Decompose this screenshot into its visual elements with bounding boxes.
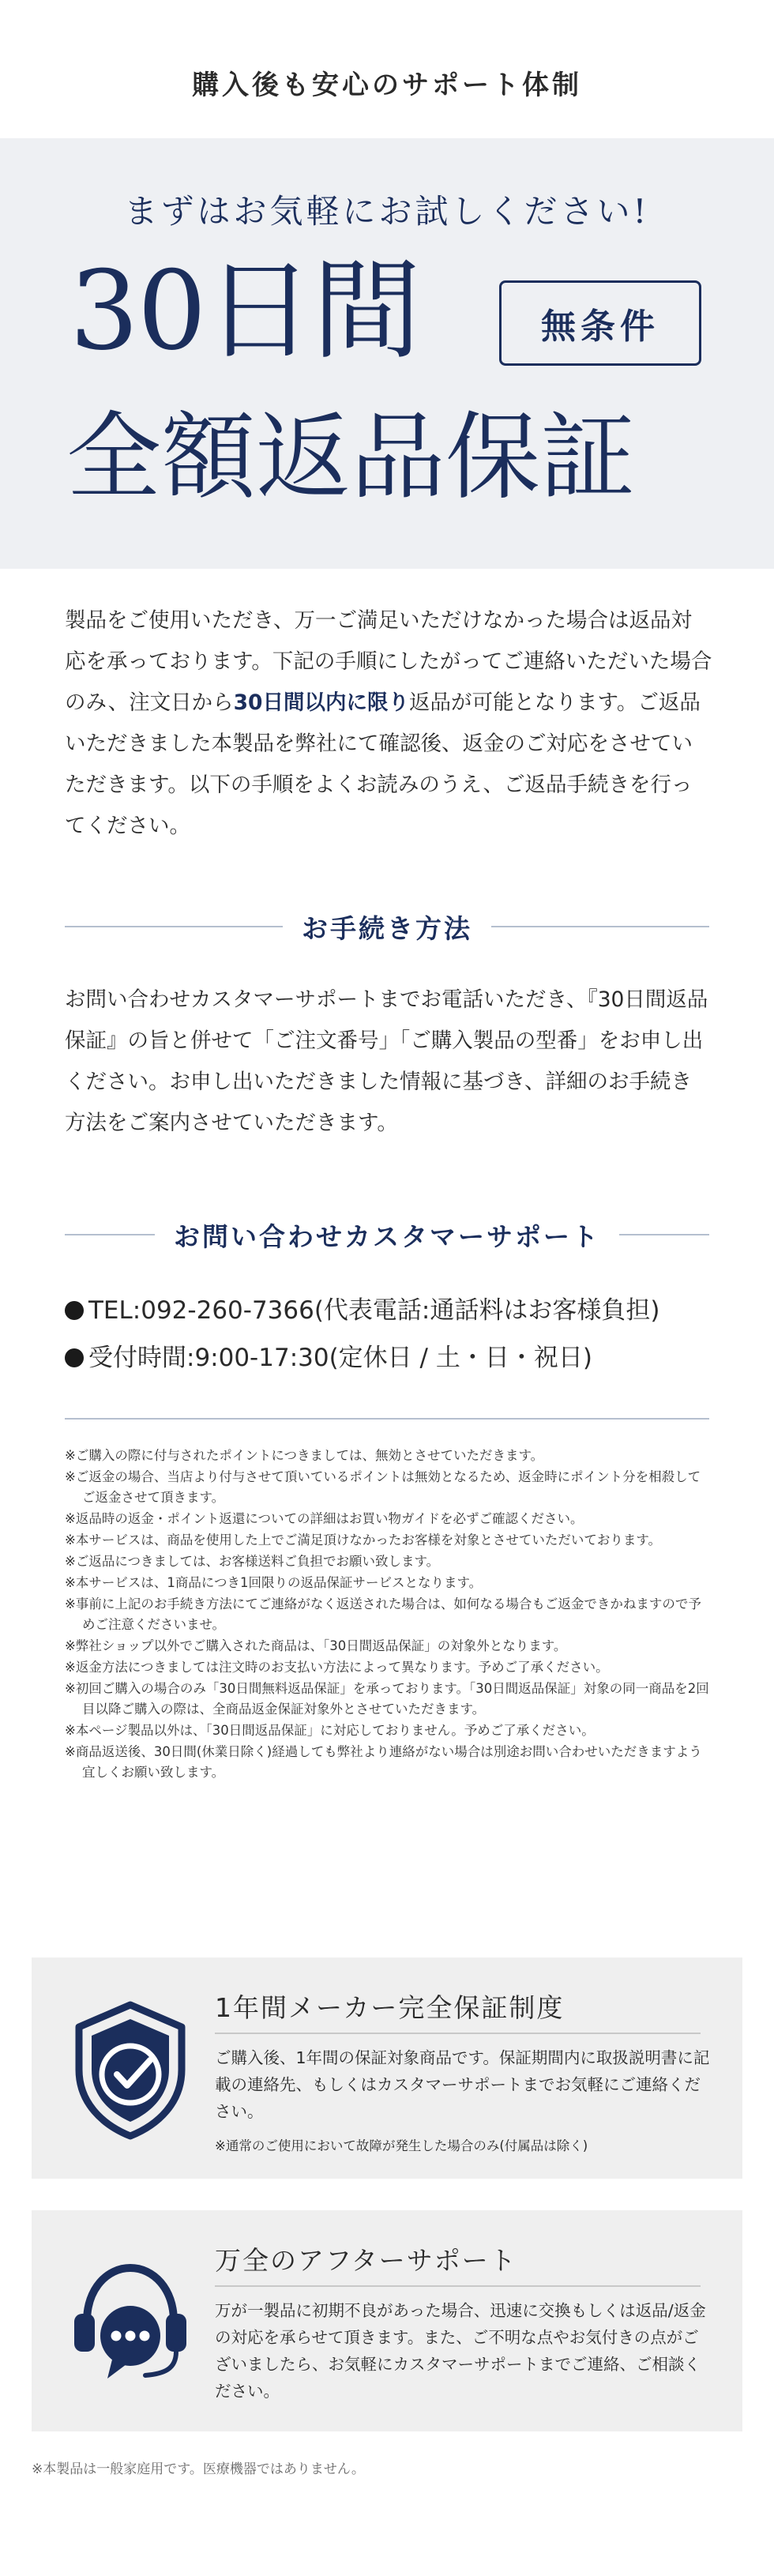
bullet-icon [65,1301,84,1320]
procedure-heading-label: お手続き方法 [302,912,472,944]
after-support-title: 万全のアフターサポート [215,2245,517,2276]
note-item: ※本サービスは、商品を使用した上でご満足頂けなかったお客様を対象とさせていただいております。 [65,1532,662,1547]
divider [65,1418,709,1420]
note-item: ※ご返金の場合、当店より付与させて頂いているポイントは無効となるため、返金時にポイント分を相殺してご返金させて頂きます。 [65,1469,701,1505]
note-item: ※初回ご購入の場合のみ「30日間無料返品保証」を承っております。「30日間返品保証」対象の同一商品を2回目以降ご購入の際は、全商品返金保証対象外とさせていただきます。 [65,1681,709,1717]
note-item: ※事前に上記のお手続き方法にてご連絡がなく返送された場合は、如何なる場合もご返金できかねますので予めご注意くださいませ。 [65,1596,701,1632]
hours-text: 受付時間:9:00-17:30(定休日 / 土・日・祝日) [88,1344,592,1372]
intro-highlight: 30日間以内に限り [233,690,409,715]
note-item: ※本サービスは、1商品につき1回限りの返品保証サービスとなります。 [65,1575,483,1590]
warranty-card [32,1957,742,2179]
unconditional-badge: 無条件 [499,280,701,366]
note-item: ※弊社ショップ以外でご購入された商品は、「30日間返品保証」の対象外となります。 [65,1638,567,1653]
hero-banner [0,138,774,569]
heading-rule-right [491,926,709,927]
notes-list [65,1446,712,1784]
procedure-text: お問い合わせカスタマーサポートまでお電話いただき、『30日間返品保証』の旨と併せて「ご注文番号」「ご購入製品の型番」をお申し出ください。お申し出いただきました情報に基づき、詳細のお手続き方法をご案内させていただきます。 [65,987,708,1135]
hero-duration: 30日間 [70,247,420,374]
warranty-title: 1年間メーカー完全保証制度 [215,1992,565,2023]
note-item: ※商品返送後、30日間(休業日除く)経過しても弊社より連絡がない場合は別途お問い合わせいただきますよう宜しくお願い致します。 [65,1744,702,1780]
headset-chat-icon [63,2254,197,2396]
note-item: ※返金方法につきましては注文時のお支払い方法によって異なります。予めご了承ください。 [65,1660,609,1675]
note-item: ※返品時の返金・ポイント返還についての詳細はお買い物ガイドを必ずご確認ください。 [65,1511,584,1526]
procedure-heading [65,907,709,946]
note-item: ※本ページ製品以外は、「30日間返品保証」に対応しておりません。予めご了承ください。 [65,1723,595,1738]
intro-text-2: 返品が可能となります。ご返品いただきました本製品を弊社にて確認後、返金のご対応をさせていただきます。以下の手順をよくお読みのうえ、ご返品手続きを行ってください。 [65,690,701,838]
page-title: 購入後も安心のサポート体制 [192,70,582,101]
warranty-body: ご購入後、1年間の保証対象商品です。保証期間内に取扱説明書に記載の連絡先、もしくはカスタマーサポートまでお気軽にご連絡ください。 [215,2048,710,2121]
support-heading-label: お問い合わせカスタマーサポート [174,1220,600,1252]
heading-rule-left [65,1234,155,1235]
warranty-rule [215,2033,701,2034]
intro-paragraph [65,600,712,847]
hero-subtitle: まずはお気軽にお試しください! [124,192,650,231]
after-support-body: 万が一製品に初期不良があった場合、迅速に交換もしくは返品/返金の対応を承らせて頂きます。また、ご不明な点やお気付きの点がございましたら、お気軽にカスタマーサポートまでご連絡、ご相談ください。 [215,2301,706,2401]
hours-line [65,1337,592,1373]
note-item: ※ご購入の際に付与されたポイントにつきましては、無効とさせていただきます。 [65,1448,544,1463]
tel-line [65,1290,659,1326]
hero-guarantee: 全額返品保証 [66,403,635,513]
note-item: ※ご返品につきましては、お客様送料ご負担でお願い致します。 [65,1554,440,1569]
after-support-card [32,2210,742,2431]
shield-check-icon [63,1999,197,2141]
warranty-note: ※通常のご使用において故障が発生した場合のみ(付属品は除く) [215,2138,588,2153]
heading-rule-left [65,926,283,927]
intro-text-1: 製品をご使用いただき、万一ご満足いただけなかった場合は返品対応を承っております。下記の手順にしたがってご連絡いただいた場合のみ、注文日から [65,608,712,715]
heading-rule-right [619,1234,709,1235]
support-heading [65,1215,709,1254]
bullet-icon [65,1348,84,1367]
after-support-rule [215,2285,701,2287]
footnote: ※本製品は一般家庭用です。医療機器ではありません。 [32,2461,365,2477]
tel-text: TEL:092-260-7366(代表電話:通話料はお客様負担) [88,1296,660,1325]
